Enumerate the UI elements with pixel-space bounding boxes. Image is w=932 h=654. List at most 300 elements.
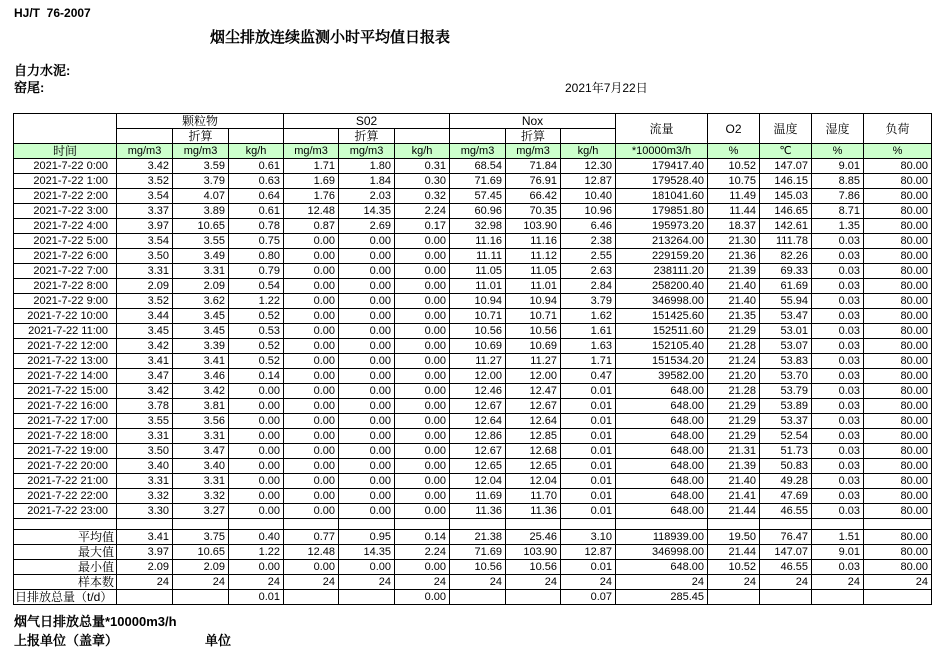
value-cell: 3.42 bbox=[117, 339, 173, 354]
value-cell: 3.47 bbox=[117, 369, 173, 384]
table-row bbox=[14, 459, 932, 474]
value-cell: 21.39 bbox=[708, 264, 760, 279]
value-cell: 0.00 bbox=[395, 369, 450, 384]
time-cell: 2021-7-22 9:00 bbox=[14, 294, 117, 309]
value-cell bbox=[173, 590, 229, 605]
value-cell: 3.62 bbox=[173, 294, 229, 309]
value-cell: 0.80 bbox=[229, 249, 284, 264]
company-label: 自力水泥: bbox=[14, 63, 71, 78]
value-cell: 21.39 bbox=[708, 459, 760, 474]
time-cell: 2021-7-22 6:00 bbox=[14, 249, 117, 264]
value-cell: 0.03 bbox=[812, 369, 864, 384]
value-cell: 12.64 bbox=[506, 414, 561, 429]
table-row bbox=[14, 504, 932, 519]
value-cell: 0.31 bbox=[395, 159, 450, 174]
value-cell: 0.00 bbox=[395, 444, 450, 459]
value-cell: 57.45 bbox=[450, 189, 506, 204]
humidity-header: 湿度 bbox=[812, 114, 864, 144]
value-cell: 0.00 bbox=[395, 339, 450, 354]
value-cell: 0.87 bbox=[284, 219, 339, 234]
value-cell: 10.71 bbox=[506, 309, 561, 324]
value-cell: 0.00 bbox=[229, 414, 284, 429]
value-cell: 46.55 bbox=[760, 504, 812, 519]
table-row bbox=[14, 204, 932, 219]
value-cell: 12.48 bbox=[284, 545, 339, 560]
time-cell: 2021-7-22 19:00 bbox=[14, 444, 117, 459]
value-cell: 11.49 bbox=[708, 189, 760, 204]
blank-cell bbox=[284, 519, 339, 530]
value-cell: 24 bbox=[284, 575, 339, 590]
table-row bbox=[14, 159, 932, 174]
value-cell: 0.00 bbox=[339, 384, 395, 399]
value-cell: 1.51 bbox=[812, 530, 864, 545]
value-cell: 0.00 bbox=[284, 459, 339, 474]
value-cell: 80.00 bbox=[864, 219, 932, 234]
value-cell: 0.00 bbox=[284, 264, 339, 279]
blank-cell bbox=[760, 519, 812, 530]
value-cell: 12.00 bbox=[506, 369, 561, 384]
value-cell: 346998.00 bbox=[616, 545, 708, 560]
value-cell: 53.70 bbox=[760, 369, 812, 384]
value-cell: 3.78 bbox=[117, 399, 173, 414]
value-cell: 51.73 bbox=[760, 444, 812, 459]
value-cell: 0.00 bbox=[339, 309, 395, 324]
table-row bbox=[14, 309, 932, 324]
value-cell: 648.00 bbox=[616, 384, 708, 399]
value-cell: 0.00 bbox=[395, 249, 450, 264]
value-cell: 53.83 bbox=[760, 354, 812, 369]
value-cell: 11.36 bbox=[506, 504, 561, 519]
value-cell: 0.00 bbox=[284, 234, 339, 249]
value-cell: 0.03 bbox=[812, 399, 864, 414]
value-cell: 10.94 bbox=[450, 294, 506, 309]
value-cell: 648.00 bbox=[616, 444, 708, 459]
value-cell: 111.78 bbox=[760, 234, 812, 249]
value-cell: 21.24 bbox=[708, 354, 760, 369]
value-cell: 0.03 bbox=[812, 354, 864, 369]
value-cell: 0.52 bbox=[229, 309, 284, 324]
value-cell: 0.03 bbox=[812, 444, 864, 459]
value-cell: 0.00 bbox=[284, 429, 339, 444]
value-cell: 3.97 bbox=[117, 545, 173, 560]
value-cell: 0.78 bbox=[229, 219, 284, 234]
value-cell bbox=[450, 590, 506, 605]
value-cell: 12.00 bbox=[450, 369, 506, 384]
value-cell: 24 bbox=[339, 575, 395, 590]
value-cell: 3.55 bbox=[173, 234, 229, 249]
table-row bbox=[14, 339, 932, 354]
value-cell: 118939.00 bbox=[616, 530, 708, 545]
unit-cell: kg/h bbox=[395, 144, 450, 159]
value-cell: 3.31 bbox=[173, 264, 229, 279]
summary-row bbox=[14, 545, 932, 560]
value-cell: 3.42 bbox=[117, 159, 173, 174]
value-cell: 11.05 bbox=[506, 264, 561, 279]
value-cell: 3.81 bbox=[173, 399, 229, 414]
value-cell: 0.00 bbox=[395, 429, 450, 444]
value-cell: 80.00 bbox=[864, 234, 932, 249]
value-cell: 0.03 bbox=[812, 324, 864, 339]
value-cell: 0.00 bbox=[339, 504, 395, 519]
value-cell: 0.03 bbox=[812, 294, 864, 309]
value-cell: 69.33 bbox=[760, 264, 812, 279]
value-cell: 1.71 bbox=[561, 354, 616, 369]
value-cell: 648.00 bbox=[616, 504, 708, 519]
value-cell: 12.65 bbox=[506, 459, 561, 474]
unit-cell: % bbox=[864, 144, 932, 159]
value-cell: 0.00 bbox=[284, 560, 339, 575]
time-cell: 2021-7-22 15:00 bbox=[14, 384, 117, 399]
value-cell: 0.03 bbox=[812, 234, 864, 249]
value-cell: 0.00 bbox=[284, 399, 339, 414]
value-cell: 80.00 bbox=[864, 530, 932, 545]
summary-row bbox=[14, 560, 932, 575]
value-cell: 12.87 bbox=[561, 545, 616, 560]
value-cell: 3.89 bbox=[173, 204, 229, 219]
value-cell: 80.00 bbox=[864, 324, 932, 339]
table-row bbox=[14, 189, 932, 204]
value-cell: 1.62 bbox=[561, 309, 616, 324]
summary-rows bbox=[14, 530, 932, 605]
value-cell: 21.29 bbox=[708, 324, 760, 339]
value-cell: 3.45 bbox=[173, 324, 229, 339]
value-cell: 71.69 bbox=[450, 545, 506, 560]
value-cell: 0.75 bbox=[229, 234, 284, 249]
site-label: 窑尾: bbox=[14, 80, 45, 95]
value-cell: 1.71 bbox=[284, 159, 339, 174]
value-cell: 0.00 bbox=[395, 560, 450, 575]
value-cell: 0.63 bbox=[229, 174, 284, 189]
unit-label: 单位 bbox=[205, 633, 232, 648]
value-cell: 0.00 bbox=[339, 399, 395, 414]
report-table-wrapper bbox=[13, 113, 932, 605]
value-cell: 24 bbox=[708, 575, 760, 590]
value-cell: 80.00 bbox=[864, 545, 932, 560]
value-cell: 76.91 bbox=[506, 174, 561, 189]
value-cell: 1.80 bbox=[339, 159, 395, 174]
value-cell: 80.00 bbox=[864, 369, 932, 384]
unit-cell: kg/h bbox=[561, 144, 616, 159]
value-cell: 3.41 bbox=[117, 530, 173, 545]
value-cell: 3.31 bbox=[173, 429, 229, 444]
table-row bbox=[14, 474, 932, 489]
value-cell: 3.49 bbox=[173, 249, 229, 264]
value-cell: 11.70 bbox=[506, 489, 561, 504]
converted-header-nox: 折算 bbox=[506, 129, 561, 144]
value-cell: 3.54 bbox=[117, 189, 173, 204]
value-cell: 12.48 bbox=[284, 204, 339, 219]
value-cell: 0.00 bbox=[229, 489, 284, 504]
value-cell: 0.03 bbox=[812, 459, 864, 474]
value-cell: 0.03 bbox=[812, 264, 864, 279]
value-cell: 0.00 bbox=[284, 294, 339, 309]
units-row bbox=[14, 144, 932, 159]
value-cell: 3.41 bbox=[117, 354, 173, 369]
value-cell: 3.50 bbox=[117, 249, 173, 264]
value-cell: 0.00 bbox=[284, 384, 339, 399]
value-cell: 49.28 bbox=[760, 474, 812, 489]
value-cell: 68.54 bbox=[450, 159, 506, 174]
value-cell: 1.22 bbox=[229, 545, 284, 560]
value-cell: 80.00 bbox=[864, 384, 932, 399]
value-cell: 11.36 bbox=[450, 504, 506, 519]
value-cell: 53.89 bbox=[760, 399, 812, 414]
page-title: 烟尘排放连续监测小时平均值日报表 bbox=[209, 29, 450, 46]
value-cell: 0.00 bbox=[395, 264, 450, 279]
value-cell: 346998.00 bbox=[616, 294, 708, 309]
value-cell: 3.50 bbox=[117, 444, 173, 459]
unit-cell: % bbox=[812, 144, 864, 159]
blank-cell bbox=[450, 129, 506, 144]
value-cell: 12.64 bbox=[450, 414, 506, 429]
value-cell: 3.56 bbox=[173, 414, 229, 429]
value-cell: 0.01 bbox=[561, 429, 616, 444]
table-row bbox=[14, 249, 932, 264]
value-cell: 0.30 bbox=[395, 174, 450, 189]
table-row bbox=[14, 279, 932, 294]
value-cell: 10.52 bbox=[708, 159, 760, 174]
value-cell: 0.00 bbox=[284, 279, 339, 294]
group-header-nox: Nox bbox=[450, 114, 616, 129]
value-cell: 3.31 bbox=[117, 264, 173, 279]
converted-header-pm: 折算 bbox=[173, 129, 229, 144]
value-cell: 0.00 bbox=[229, 429, 284, 444]
table-row bbox=[14, 354, 932, 369]
value-cell: 0.95 bbox=[339, 530, 395, 545]
value-cell: 71.69 bbox=[450, 174, 506, 189]
value-cell: 0.07 bbox=[561, 590, 616, 605]
spacer-section bbox=[14, 519, 932, 530]
value-cell: 0.00 bbox=[395, 590, 450, 605]
value-cell: 3.79 bbox=[173, 174, 229, 189]
summary-row bbox=[14, 575, 932, 590]
value-cell: 103.90 bbox=[506, 545, 561, 560]
blank-cell bbox=[229, 519, 284, 530]
value-cell: 0.54 bbox=[229, 279, 284, 294]
summary-row bbox=[14, 590, 932, 605]
unit-cell: % bbox=[708, 144, 760, 159]
value-cell bbox=[506, 590, 561, 605]
blank-cell bbox=[173, 519, 229, 530]
value-cell: 0.00 bbox=[395, 489, 450, 504]
value-cell: 0.03 bbox=[812, 489, 864, 504]
time-cell: 2021-7-22 10:00 bbox=[14, 309, 117, 324]
value-cell: 12.67 bbox=[450, 399, 506, 414]
blank-cell bbox=[229, 129, 284, 144]
value-cell: 53.47 bbox=[760, 309, 812, 324]
value-cell: 0.00 bbox=[229, 384, 284, 399]
value-cell: 80.00 bbox=[864, 279, 932, 294]
value-cell: 229159.20 bbox=[616, 249, 708, 264]
time-cell: 2021-7-22 2:00 bbox=[14, 189, 117, 204]
value-cell: 285.45 bbox=[616, 590, 708, 605]
value-cell: 0.00 bbox=[284, 324, 339, 339]
flow-header: 流量 bbox=[616, 114, 708, 144]
value-cell: 0.00 bbox=[395, 294, 450, 309]
value-cell: 21.44 bbox=[708, 545, 760, 560]
value-cell: 10.56 bbox=[506, 560, 561, 575]
value-cell: 0.00 bbox=[284, 489, 339, 504]
value-cell: 0.00 bbox=[395, 399, 450, 414]
value-cell: 0.00 bbox=[339, 474, 395, 489]
time-cell: 2021-7-22 8:00 bbox=[14, 279, 117, 294]
time-cell: 2021-7-22 13:00 bbox=[14, 354, 117, 369]
value-cell: 0.00 bbox=[339, 264, 395, 279]
value-cell: 0.00 bbox=[395, 414, 450, 429]
blank-cell bbox=[14, 519, 117, 530]
flue-gas-total-note: 烟气日排放总量*10000m3/h bbox=[14, 614, 177, 629]
value-cell: 24 bbox=[450, 575, 506, 590]
table-row bbox=[14, 264, 932, 279]
value-cell: 3.32 bbox=[173, 489, 229, 504]
value-cell: 25.46 bbox=[506, 530, 561, 545]
value-cell: 2.03 bbox=[339, 189, 395, 204]
time-cell: 2021-7-22 16:00 bbox=[14, 399, 117, 414]
value-cell: 80.00 bbox=[864, 249, 932, 264]
value-cell: 0.00 bbox=[339, 369, 395, 384]
blank-cell bbox=[561, 519, 616, 530]
value-cell: 10.56 bbox=[450, 324, 506, 339]
value-cell: 0.00 bbox=[339, 354, 395, 369]
value-cell: 3.32 bbox=[117, 489, 173, 504]
value-cell: 3.31 bbox=[117, 429, 173, 444]
value-cell: 0.00 bbox=[395, 384, 450, 399]
value-cell: 0.00 bbox=[229, 459, 284, 474]
value-cell: 3.31 bbox=[173, 474, 229, 489]
value-cell: 61.69 bbox=[760, 279, 812, 294]
o2-header: O2 bbox=[708, 114, 760, 144]
summary-label-cell: 日排放总量（t/d） bbox=[14, 590, 117, 605]
value-cell: 147.07 bbox=[760, 159, 812, 174]
converted-header-so2: 折算 bbox=[339, 129, 395, 144]
value-cell: 3.52 bbox=[117, 174, 173, 189]
value-cell: 8.85 bbox=[812, 174, 864, 189]
value-cell: 10.96 bbox=[561, 204, 616, 219]
summary-row bbox=[14, 530, 932, 545]
group-header-row bbox=[14, 114, 932, 129]
value-cell: 238111.20 bbox=[616, 264, 708, 279]
value-cell: 146.15 bbox=[760, 174, 812, 189]
value-cell: 0.00 bbox=[339, 459, 395, 474]
value-cell: 0.00 bbox=[395, 324, 450, 339]
value-cell: 24 bbox=[812, 575, 864, 590]
value-cell: 142.61 bbox=[760, 219, 812, 234]
value-cell: 12.46 bbox=[450, 384, 506, 399]
value-cell: 66.42 bbox=[506, 189, 561, 204]
value-cell: 10.71 bbox=[450, 309, 506, 324]
value-cell bbox=[760, 590, 812, 605]
unit-cell: mg/m3 bbox=[339, 144, 395, 159]
blank-cell bbox=[395, 519, 450, 530]
value-cell: 11.16 bbox=[450, 234, 506, 249]
value-cell: 12.86 bbox=[450, 429, 506, 444]
value-cell: 0.00 bbox=[229, 474, 284, 489]
value-cell: 21.29 bbox=[708, 414, 760, 429]
value-cell: 2.09 bbox=[117, 279, 173, 294]
value-cell: 0.00 bbox=[284, 339, 339, 354]
value-cell: 0.00 bbox=[395, 234, 450, 249]
value-cell: 2.24 bbox=[395, 545, 450, 560]
value-cell: 0.14 bbox=[395, 530, 450, 545]
value-cell: 0.03 bbox=[812, 384, 864, 399]
value-cell: 0.01 bbox=[561, 474, 616, 489]
value-cell: 2.38 bbox=[561, 234, 616, 249]
value-cell: 0.00 bbox=[284, 309, 339, 324]
group-header-pm: 颗粒物 bbox=[117, 114, 284, 129]
value-cell: 24 bbox=[561, 575, 616, 590]
value-cell: 21.28 bbox=[708, 384, 760, 399]
value-cell: 80.00 bbox=[864, 560, 932, 575]
blank-cell bbox=[506, 519, 561, 530]
value-cell: 0.00 bbox=[339, 414, 395, 429]
value-cell: 0.77 bbox=[284, 530, 339, 545]
table-row bbox=[14, 399, 932, 414]
value-cell: 18.37 bbox=[708, 219, 760, 234]
value-cell: 10.65 bbox=[173, 545, 229, 560]
unit-cell: mg/m3 bbox=[506, 144, 561, 159]
value-cell: 648.00 bbox=[616, 459, 708, 474]
value-cell: 11.44 bbox=[708, 204, 760, 219]
value-cell: 0.00 bbox=[339, 234, 395, 249]
value-cell: 1.69 bbox=[284, 174, 339, 189]
value-cell: 3.47 bbox=[173, 444, 229, 459]
value-cell: 146.65 bbox=[760, 204, 812, 219]
value-cell: 3.31 bbox=[117, 474, 173, 489]
value-cell: 0.61 bbox=[229, 159, 284, 174]
table-row bbox=[14, 489, 932, 504]
value-cell: 0.00 bbox=[339, 294, 395, 309]
value-cell bbox=[812, 590, 864, 605]
value-cell: 0.03 bbox=[812, 279, 864, 294]
value-cell: 3.45 bbox=[117, 324, 173, 339]
corner-cell bbox=[14, 114, 117, 144]
value-cell: 21.30 bbox=[708, 234, 760, 249]
blank-cell bbox=[395, 129, 450, 144]
value-cell: 3.41 bbox=[173, 354, 229, 369]
table-row bbox=[14, 429, 932, 444]
value-cell: 55.94 bbox=[760, 294, 812, 309]
value-cell: 0.79 bbox=[229, 264, 284, 279]
value-cell: 103.90 bbox=[506, 219, 561, 234]
value-cell: 71.84 bbox=[506, 159, 561, 174]
value-cell: 10.69 bbox=[450, 339, 506, 354]
table-row bbox=[14, 444, 932, 459]
value-cell: 12.04 bbox=[506, 474, 561, 489]
value-cell: 12.67 bbox=[450, 444, 506, 459]
value-cell: 80.00 bbox=[864, 189, 932, 204]
value-cell bbox=[284, 590, 339, 605]
value-cell: 0.52 bbox=[229, 354, 284, 369]
value-cell: 21.40 bbox=[708, 294, 760, 309]
value-cell: 10.56 bbox=[450, 560, 506, 575]
value-cell: 21.28 bbox=[708, 339, 760, 354]
value-cell: 12.87 bbox=[561, 174, 616, 189]
value-cell: 12.68 bbox=[506, 444, 561, 459]
value-cell: 3.27 bbox=[173, 504, 229, 519]
value-cell: 0.00 bbox=[339, 279, 395, 294]
value-cell: 0.00 bbox=[395, 459, 450, 474]
value-cell: 46.55 bbox=[760, 560, 812, 575]
spacer-row bbox=[14, 519, 932, 530]
value-cell: 70.35 bbox=[506, 204, 561, 219]
value-cell: 0.00 bbox=[284, 414, 339, 429]
time-cell: 2021-7-22 0:00 bbox=[14, 159, 117, 174]
value-cell: 3.42 bbox=[173, 384, 229, 399]
value-cell: 80.00 bbox=[864, 444, 932, 459]
value-cell: 648.00 bbox=[616, 399, 708, 414]
value-cell: 82.26 bbox=[760, 249, 812, 264]
summary-label-cell: 最小值 bbox=[14, 560, 117, 575]
